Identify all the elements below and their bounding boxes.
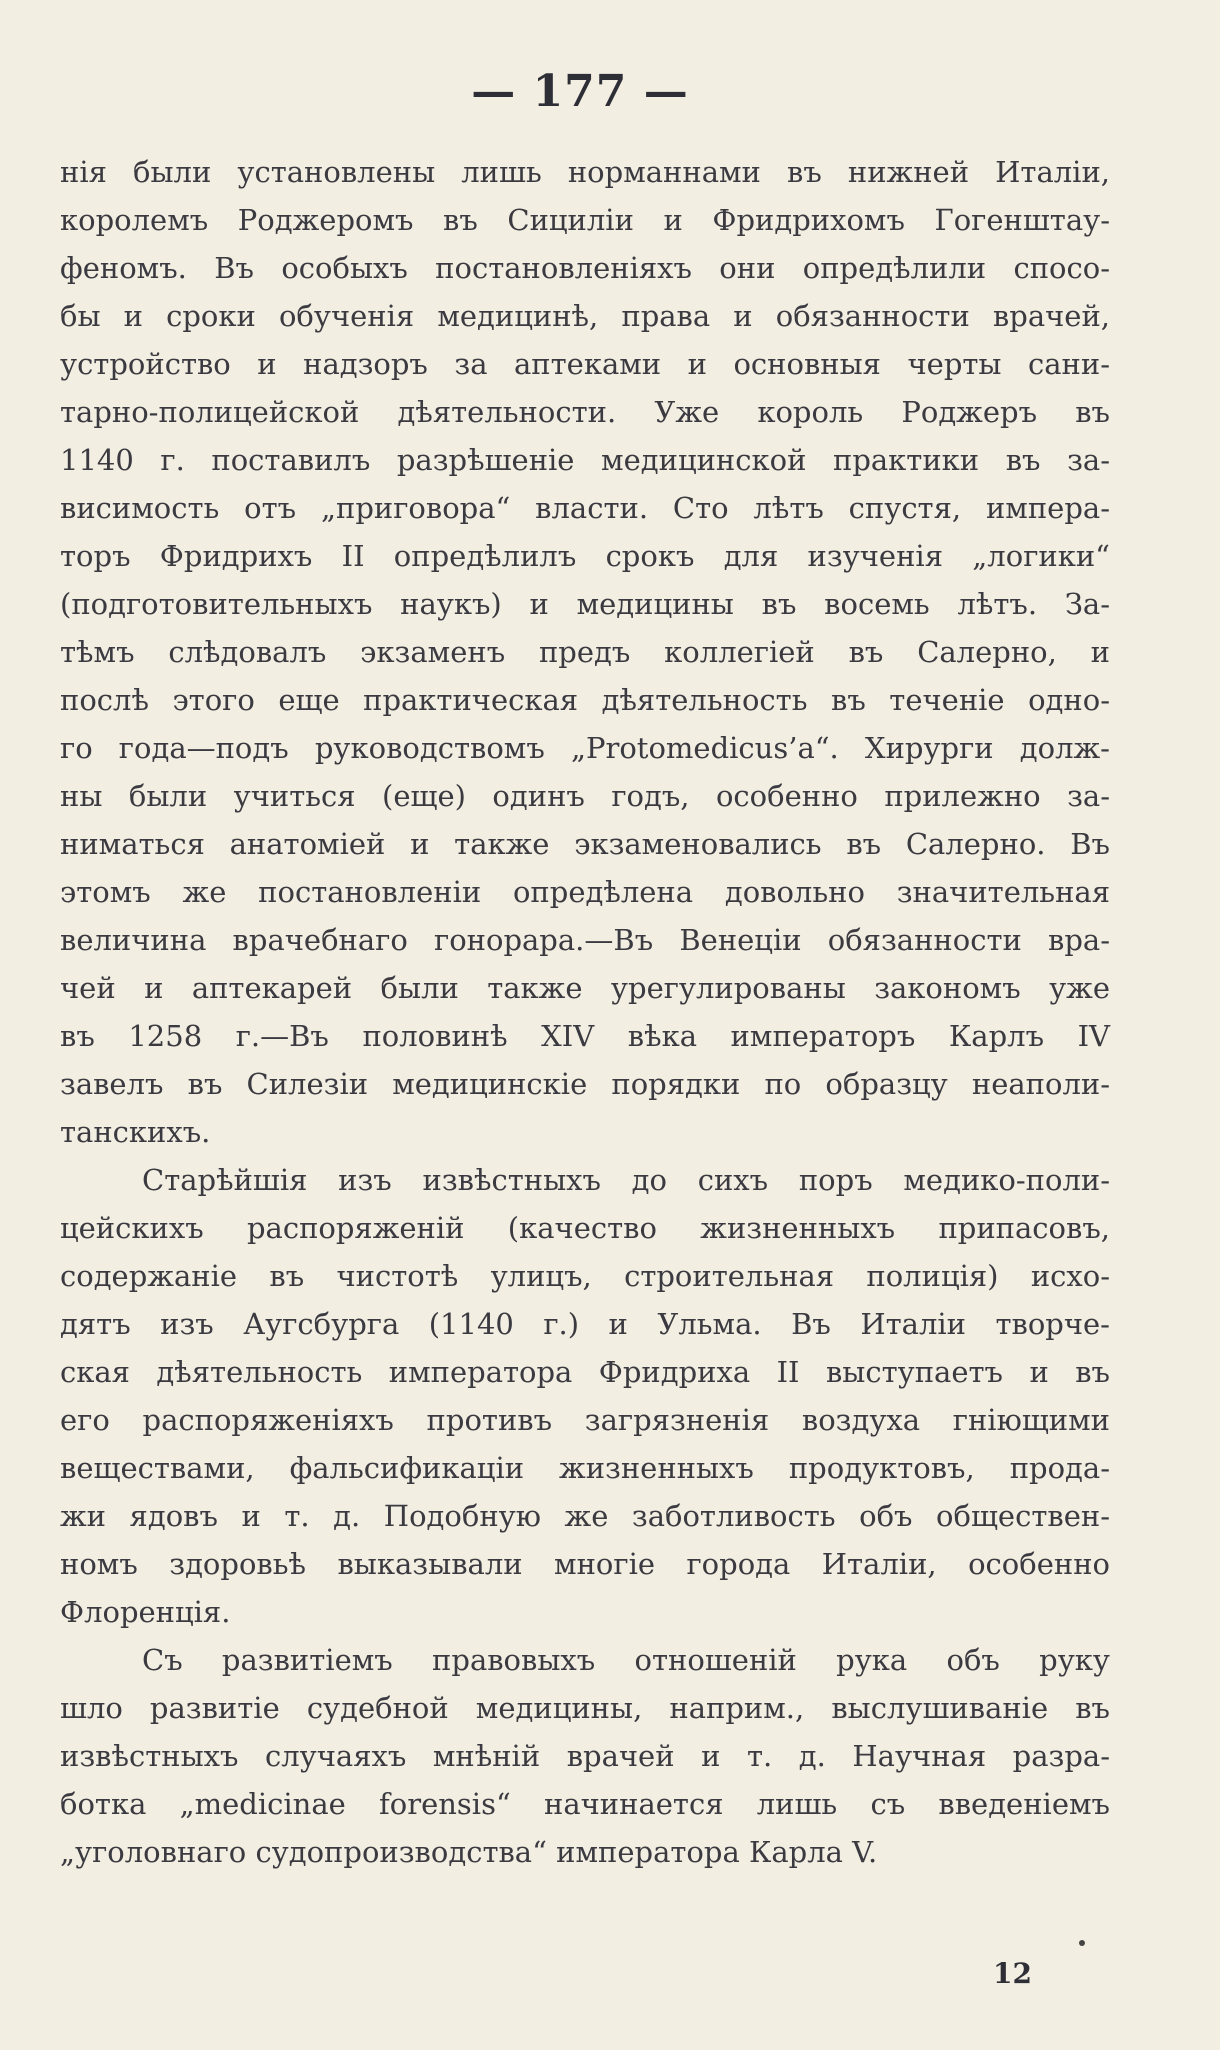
- text-line: танскихъ.: [60, 1115, 211, 1149]
- text-line: тарно-полицейской дѣятельности. Уже король Роджеръ въ: [60, 395, 1110, 429]
- text-line: жи ядовъ и т. д. Подобную же заботливость объ обществен-: [60, 1499, 1110, 1533]
- text-line: ботка „medicinae forensis“ начинается лишь съ введеніемъ: [60, 1787, 1110, 1821]
- text-line: шло развитіе судебной медицины, наприм., выслушиваніе въ: [60, 1691, 1110, 1725]
- text-line: извѣстныхъ случаяхъ мнѣній врачей и т. д. Научная разра-: [60, 1739, 1110, 1773]
- text-line: ны были учиться (еще) одинъ годъ, особенно прилежно за-: [60, 779, 1110, 813]
- text-line: номъ здоровьѣ выказывали многіе города Италіи, особенно: [60, 1547, 1110, 1581]
- paragraph-3: [60, 1636, 1110, 1876]
- text-line: Старѣйшія изъ извѣстныхъ до сихъ поръ медико-поли-: [142, 1163, 1110, 1197]
- body-text: [60, 148, 1110, 1876]
- text-line: нія были установлены лишь норманнами въ нижней Италіи,: [60, 155, 1110, 189]
- text-line: Флоренція.: [60, 1595, 231, 1629]
- text-line: этомъ же постановленіи опредѣлена довольно значительная: [60, 875, 1110, 909]
- text-line: королемъ Роджеромъ въ Сициліи и Фридрихомъ Гогенштау-: [60, 203, 1110, 237]
- text-line: го года—подъ руководствомъ „Protomedicus’a“. Хирурги долж-: [60, 731, 1110, 765]
- text-line: „уголовнаго судопроизводства“ императора Карла V.: [60, 1835, 878, 1869]
- text-line: (подготовительныхъ наукъ) и медицины въ восемь лѣтъ. За-: [60, 587, 1110, 621]
- text-line: послѣ этого еще практическая дѣятельность въ теченіе одно-: [60, 683, 1110, 717]
- text-line: въ 1258 г.—Въ половинѣ XIV вѣка императоръ Карлъ IV: [60, 1019, 1110, 1053]
- ink-dot: [1079, 1940, 1085, 1946]
- text-line: тѣмъ слѣдовалъ экзаменъ предъ коллегіей въ Салерно, и: [60, 635, 1110, 669]
- text-line: устройство и надзоръ за аптеками и основныя черты сани-: [60, 347, 1110, 381]
- text-line: ская дѣятельность императора Фридриха II выступаетъ и въ: [60, 1355, 1110, 1389]
- text-line: торъ Фридрихъ II опредѣлилъ срокъ для изученія „логики“: [60, 539, 1110, 573]
- text-line: Съ развитіемъ правовыхъ отношеній рука объ руку: [142, 1643, 1110, 1677]
- paragraph-1: [60, 148, 1110, 1156]
- paragraph-2: [60, 1156, 1110, 1636]
- text-line: феномъ. Въ особыхъ постановленіяхъ они опредѣлили спосо-: [60, 251, 1110, 285]
- text-line: висимость отъ „приговора“ власти. Сто лѣтъ спустя, импера-: [60, 491, 1110, 525]
- text-line: его распоряженіяхъ противъ загрязненія воздуха гніющими: [60, 1403, 1110, 1437]
- text-line: ниматься анатоміей и также экзаменовались въ Салерно. Въ: [60, 827, 1110, 861]
- text-line: величина врачебнаго гонорара.—Въ Венеціи обязанности вра-: [60, 923, 1110, 957]
- text-line: 1140 г. поставилъ разрѣшеніе медицинской практики въ за-: [60, 443, 1110, 477]
- page-number: — 177 —: [471, 66, 689, 117]
- text-line: цейскихъ распоряженій (качество жизненныхъ припасовъ,: [60, 1211, 1110, 1245]
- text-line: содержаніе въ чистотѣ улицъ, строительная полиція) исхо-: [60, 1259, 1110, 1293]
- text-line: дятъ изъ Аугсбурга (1140 г.) и Ульма. Въ Италіи творче-: [60, 1307, 1110, 1341]
- text-line: веществами, фальсификаціи жизненныхъ продуктовъ, прода-: [60, 1451, 1110, 1485]
- signature-number: 12: [993, 1957, 1032, 1990]
- text-line: чей и аптекарей были также урегулированы закономъ уже: [60, 971, 1110, 1005]
- text-line: бы и сроки обученія медицинѣ, права и обязанности врачей,: [60, 299, 1110, 333]
- text-line: завелъ въ Силезіи медицинскіе порядки по образцу неаполи-: [60, 1067, 1110, 1101]
